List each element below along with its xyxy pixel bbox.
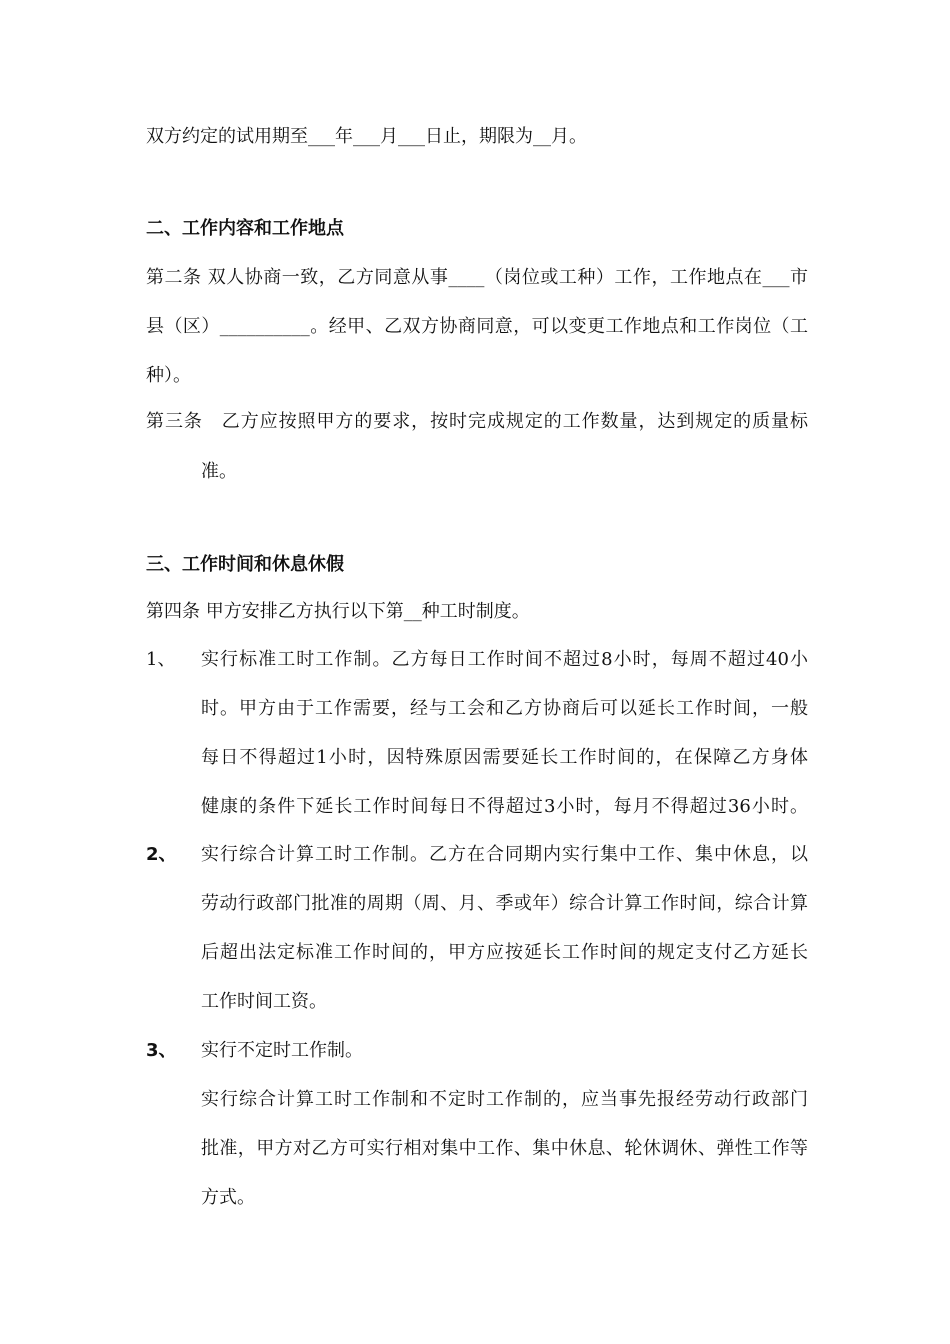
item-1-line-3: 每日不得超过1小时，因特殊原因需要延长工作时间的，在保障乙方身体 — [201, 747, 808, 768]
probation-line: 双方约定的试用期至___年___月___日止，期限为__月。 — [146, 126, 587, 147]
list-marker-2: 2、 — [146, 844, 177, 865]
article-4: 第四条 甲方安排乙方执行以下第__种工时制度。 — [146, 601, 530, 622]
section-heading-work-content: 二、工作内容和工作地点 — [146, 218, 344, 239]
item-2-line-2: 劳动行政部门批准的周期（周、月、季或年）综合计算工作时间，综合计算 — [201, 893, 808, 914]
note-line-3: 方式。 — [201, 1187, 255, 1208]
item-2-line-1: 实行综合计算工时工作制。乙方在合同期内实行集中工作、集中休息，以 — [201, 844, 808, 865]
item-2-line-3: 后超出法定标准工作时间的，甲方应按延长工作时间的规定支付乙方延长 — [201, 942, 808, 963]
article-3-line-2: 准。 — [201, 461, 237, 482]
section-heading-work-time: 三、工作时间和休息休假 — [146, 554, 344, 575]
article-3-line-1: 第三条 乙方应按照甲方的要求，按时完成规定的工作数量，达到规定的质量标 — [146, 411, 808, 432]
note-line-1: 实行综合计算工时工作制和不定时工作制的，应当事先报经劳动行政部门 — [201, 1089, 808, 1110]
item-1-line-1: 实行标准工时工作制。乙方每日工作时间不超过8小时，每周不超过40小 — [201, 649, 808, 670]
article-2-line-1: 第二条 双人协商一致，乙方同意从事____（岗位或工种）工作，工作地点在___市 — [146, 267, 808, 288]
item-2-line-4: 工作时间工资。 — [201, 991, 327, 1012]
article-2-line-2: 县（区）__________。经甲、乙双方协商同意，可以变更工作地点和工作岗位（工 — [146, 316, 808, 337]
list-marker-3: 3、 — [146, 1040, 177, 1061]
item-1-line-2: 时。甲方由于工作需要，经与工会和乙方协商后可以延长工作时间，一般 — [201, 698, 808, 719]
item-1-line-4: 健康的条件下延长工作时间每日不得超过3小时，每月不得超过36小时。 — [201, 796, 808, 817]
list-marker-1: 1、 — [146, 649, 176, 670]
item-3-line-1: 实行不定时工作制。 — [201, 1040, 363, 1061]
article-2-line-3: 种）。 — [146, 365, 191, 386]
note-line-2: 批准，甲方对乙方可实行相对集中工作、集中休息、轮休调休、弹性工作等 — [201, 1138, 808, 1159]
